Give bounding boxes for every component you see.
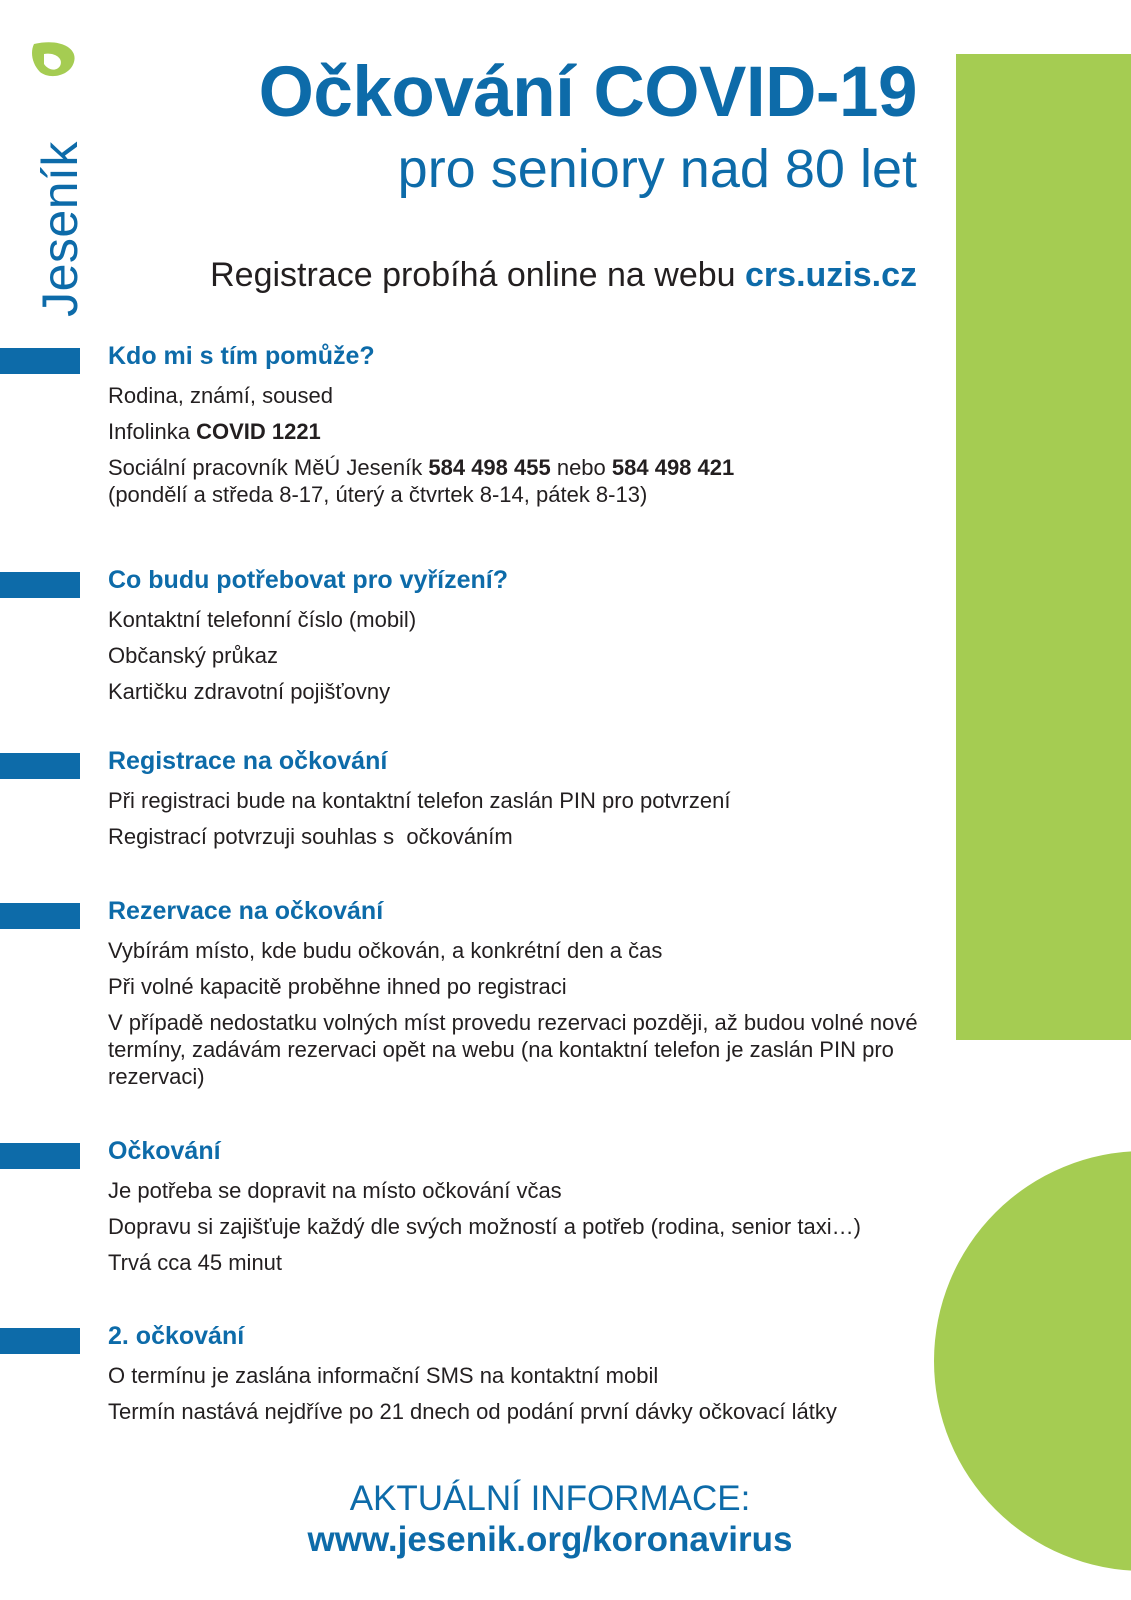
list-item: Při registraci bude na kontaktní telefon zaslán PIN pro potvrzení: [108, 788, 731, 813]
list-item: Rodina, známí, soused: [108, 383, 334, 408]
list-item-text: Sociální pracovník MěÚ Jeseník: [108, 455, 429, 480]
section-marker: [0, 348, 80, 374]
list-item-text: nebo: [550, 455, 612, 480]
section-marker: [0, 753, 80, 779]
list-item: [108, 418, 968, 445]
green-decor-bar: [956, 54, 1131, 1040]
section-heading: Registrace na očkování: [108, 747, 388, 775]
section-marker: [0, 903, 80, 929]
list-item: V případě nedostatku volných míst provedu rezervaci později, až budou volné nové termíny, zadávám rezervaci opět na webu (na kontaktní telefon je zaslán PIN pro rezervaci): [108, 1010, 918, 1089]
list-item: O termínu je zaslána informační SMS na kontaktní mobil: [108, 1363, 659, 1388]
list-item: Termín nastává nejdříve po 21 dnech od podání první dávky očkovací látky: [108, 1399, 837, 1424]
list-item: Je potřeba se dopravit na místo očkování včas: [108, 1178, 562, 1203]
footer-label: AKTUÁLNÍ INFORMACE:: [349, 1479, 751, 1518]
section-marker: [0, 1328, 80, 1354]
list-item: Vybírám místo, kde budu očkován, a konkrétní den a čas: [108, 938, 663, 963]
leaf-icon: [30, 40, 80, 84]
page-title: Očkování COVID-19: [258, 53, 917, 132]
registration-note: [210, 256, 917, 295]
list-item-text: Infolinka: [108, 419, 197, 444]
list-item: Registrací potvrzuji souhlas s očkováním: [108, 824, 513, 849]
phone-number: 584 498 421: [611, 455, 735, 480]
page-subtitle: pro seniory nad 80 let: [397, 139, 917, 199]
list-item: Trvá cca 45 minut: [108, 1250, 283, 1275]
logo-wordmark: Jeseník: [32, 141, 88, 317]
section-marker: [0, 1143, 80, 1169]
section-heading: 2. očkování: [108, 1322, 245, 1350]
section-heading: Rezervace na očkování: [108, 897, 384, 925]
office-hours: (pondělí a středa 8-17, úterý a čtvrtek 8-14, pátek 8-13): [108, 482, 648, 507]
infoline-number: COVID 1221: [196, 419, 321, 444]
list-item: Občanský průkaz: [108, 643, 278, 668]
phone-number: 584 498 455: [428, 455, 551, 480]
list-item: Při volné kapacitě proběhne ihned po registraci: [108, 974, 567, 999]
footer-url-link[interactable]: www.jesenik.org/koronavirus: [307, 1520, 793, 1559]
list-item: Kontaktní telefonní číslo (mobil): [108, 607, 417, 632]
registration-url-link[interactable]: crs.uzis.cz: [745, 256, 917, 294]
registration-prefix: Registrace probíhá online na webu: [210, 256, 746, 294]
list-item: Dopravu si zajišťuje každý dle svých možností a potřeb (rodina, senior taxi…): [108, 1214, 861, 1239]
list-item: [108, 454, 968, 508]
list-item: Kartičku zdravotní pojišťovny: [108, 679, 391, 704]
section-heading: Co budu potřebovat pro vyřízení?: [108, 566, 509, 594]
jesenik-logo: [30, 40, 90, 317]
section-heading: Kdo mi s tím pomůže?: [108, 342, 375, 370]
section-marker: [0, 572, 80, 598]
section-heading: Očkování: [108, 1137, 221, 1165]
